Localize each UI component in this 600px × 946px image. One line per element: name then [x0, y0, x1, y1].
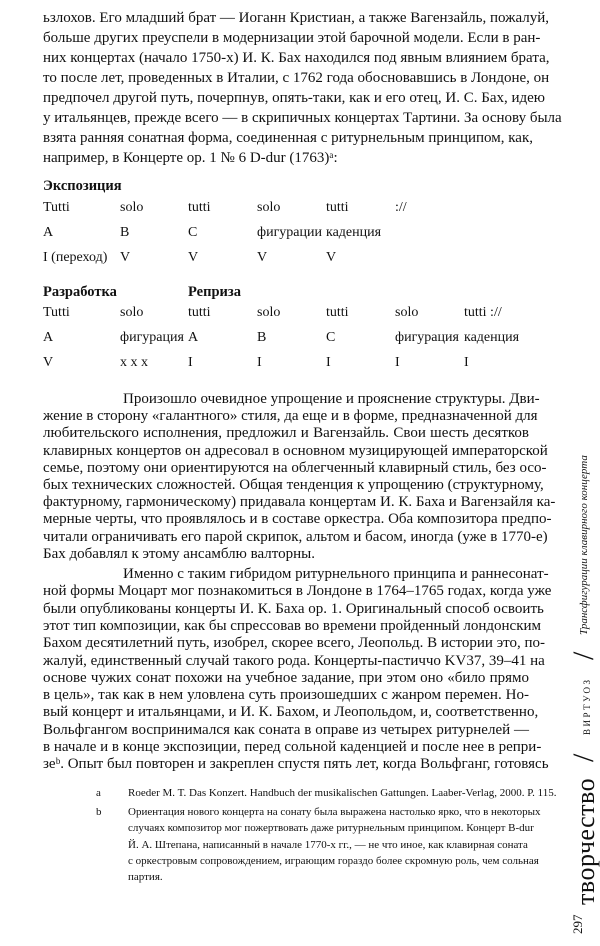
- text-line: жение в сторону «галантного» стиля, да еще и в форме, предназначенной для: [43, 408, 538, 425]
- scheme-cell: solo: [120, 305, 144, 320]
- scheme-cell: solo: [257, 305, 281, 320]
- text-line: Именно с таким гибридом ритурнельного принципа и раннесонат-: [123, 566, 549, 582]
- text-line: в цель», так как в нем уловлена суть произошедших с жанром перемен. Но-: [43, 687, 529, 704]
- footnote-mark: a: [96, 787, 101, 799]
- reprise-heading: Реприза: [188, 284, 241, 300]
- text-line: жалуй, единственный случай такого рода. Концерты-пастиччо KV37, 39–41 на: [43, 652, 545, 669]
- sidebar-chapter: ВИРТУОЗ: [582, 677, 592, 735]
- scheme-cell: A: [188, 330, 199, 345]
- scheme-cell: x x x: [120, 355, 148, 370]
- scheme-cell: фигурация: [120, 330, 184, 345]
- footnote-line: с оркестровым сопровождением, играющим гораздо более скромную роль, чем сольная: [128, 854, 539, 867]
- scheme-cell: Tutti: [43, 305, 70, 320]
- text-line: взята ранняя сонатная форма, соединенная с ритурнельным принципом, как,: [43, 130, 533, 146]
- text-line: ной формы Моцарт мог познакомиться в Лондоне в 1764–1765 годах, когда уже: [43, 583, 552, 600]
- text-line: ьзлохов. Его младший брат — Иоганн Кристиан, а также Вагензайль, пожалуй,: [43, 10, 550, 26]
- text-line: вый концерт и итальянцами, и И. К. Бахом, и Леопольдом, и, соответственно,: [43, 704, 539, 721]
- text-line: читали ограничивать его парой скрипок, альтом и басом, иногда (уже в 1770-е): [43, 528, 548, 545]
- scheme-cell: tutti ://: [464, 305, 502, 320]
- text-line: были опубликованы концерты И. К. Баха op. 1. Оригинальный способ освоить: [43, 600, 544, 617]
- scheme-cell: A: [43, 225, 54, 240]
- sidebar-separator-1: /: [567, 753, 600, 762]
- footnote-mark: b: [96, 806, 102, 818]
- scheme-cell: solo: [395, 305, 419, 320]
- scheme-cell: каденция: [326, 225, 382, 240]
- scheme-cell: C: [188, 225, 198, 240]
- text-line: у итальянцев, прежде всего — в скрипичных концертах Тартини. За основу была: [43, 110, 562, 126]
- text-line: основе чужих сонат похожи на учебное задание, при этом оно «било прямо: [43, 669, 529, 686]
- text-line: семье, поэтому они ориентируются на облегченный клавирный стиль, без осо-: [43, 459, 547, 476]
- text-line: Бахом десятилетний путь, изобрел, скорее всего, Леопольд. В истории это, по-: [43, 635, 546, 652]
- text-line: Вольфгангом воспринимался как соната в оправе из четырех ритурнелей —: [43, 721, 529, 738]
- scheme-cell: I: [188, 355, 193, 370]
- text-line: зеᵇ. Опыт был повторен и закреплен спустя пять лет, когда Вольфганг, готовясь: [43, 756, 549, 773]
- text-line: этот тип композиции, как бы спрессовав во времени пройденный лондонским: [43, 617, 541, 634]
- scheme-cell: I: [395, 355, 400, 370]
- scheme-cell: tutti: [188, 200, 211, 215]
- text-line: фактурному, гармоническому) придавала концертам И. К. Баха и Вагензайля ка-: [43, 494, 556, 511]
- scheme-cell: V: [326, 250, 337, 265]
- scheme-cell: solo: [120, 200, 144, 215]
- scheme-cell: tutti: [326, 200, 349, 215]
- scheme-cell: I: [257, 355, 262, 370]
- text-line: например, в Концерте op. 1 № 6 D-dur (1763)ᵃ:: [43, 150, 338, 166]
- sidebar-separator-2: /: [567, 651, 600, 660]
- text-line: предпочел другой путь, почерпнув, опять-таки, как и его отец, И. С. Бах, идею: [43, 90, 546, 106]
- scheme-cell: фигурация: [395, 330, 459, 345]
- scheme-cell: B: [120, 225, 130, 240]
- text-line: Бах добавлял к этому ансамблю валторны.: [43, 545, 315, 562]
- scheme-cell: I (переход): [43, 250, 108, 265]
- scheme-cell: C: [326, 330, 336, 345]
- scheme-cell: solo: [257, 200, 281, 215]
- sidebar-section: творчество: [571, 777, 600, 905]
- text-line: больше других преуспели в модернизации этой барочной модели. Если в ран-: [43, 30, 541, 46]
- text-line: бых технических сложностей. Общая тенденция к упрощению (структурному,: [43, 477, 544, 493]
- scheme-cell: I: [464, 355, 469, 370]
- scheme-cell: каденция: [464, 330, 520, 345]
- text-line: любительского исполнения, предложил и Вагензайль. Свои шесть десятков: [43, 425, 529, 442]
- scheme-cell: V: [257, 250, 268, 265]
- scheme-cell: V: [120, 250, 131, 265]
- footnote-line: случаях композитор мог пожертвовать даже ритурнельным принципом. Концерт B-dur: [128, 822, 534, 835]
- scheme-cell: V: [43, 355, 54, 370]
- scheme-cell: фигурации: [257, 225, 322, 240]
- scheme-cell: ://: [395, 200, 407, 215]
- scheme-cell: tutti: [188, 305, 211, 320]
- text-line: то после лет, проведенных в Италии, с 1762 года обосновавшись в Лондоне, он: [43, 70, 550, 86]
- scheme-cell: B: [257, 330, 267, 345]
- text-line: мерные черты, что проявлялось и в составе оркестра. Оба композитора предпо-: [43, 511, 552, 528]
- text-line: Произошло очевидное упрощение и прояснение структуры. Дви-: [123, 391, 540, 407]
- scheme-cell: A: [43, 330, 54, 345]
- scheme-cell: I: [326, 355, 331, 370]
- footnote-line: Roeder M. T. Das Konzert. Handbuch der musikalischen Gattungen. Laaber-Verlag, 2000. P. 115.: [128, 787, 557, 799]
- footnote-line: Й. А. Штепана, написанный в начале 1770-х гг., — не что иное, как клавирная соната: [128, 838, 528, 851]
- text-line: в начале и в конце экспозиции, перед сольной каденцией и после нее в репри-: [43, 739, 542, 755]
- scheme-cell: V: [188, 250, 199, 265]
- development-heading: Разработка: [43, 284, 117, 300]
- text-line: них концертах (начало 1750-х) И. К. Бах находился под явным влиянием брата,: [43, 50, 550, 66]
- footnote-line: партия.: [128, 871, 163, 884]
- sidebar-title: Трансфигурации клавирного концерта: [578, 455, 590, 635]
- exposition-heading: Экспозиция: [43, 178, 122, 194]
- scheme-cell: tutti: [326, 305, 349, 320]
- text-line: клавирных концертов он адресовал в основном музицирующей императорской: [43, 442, 548, 459]
- footnote-line: Ориентация нового концерта на сонату была выражена настолько ярко, что в некоторых: [128, 806, 541, 818]
- scheme-cell: Tutti: [43, 200, 70, 215]
- page-number: 297: [570, 914, 585, 934]
